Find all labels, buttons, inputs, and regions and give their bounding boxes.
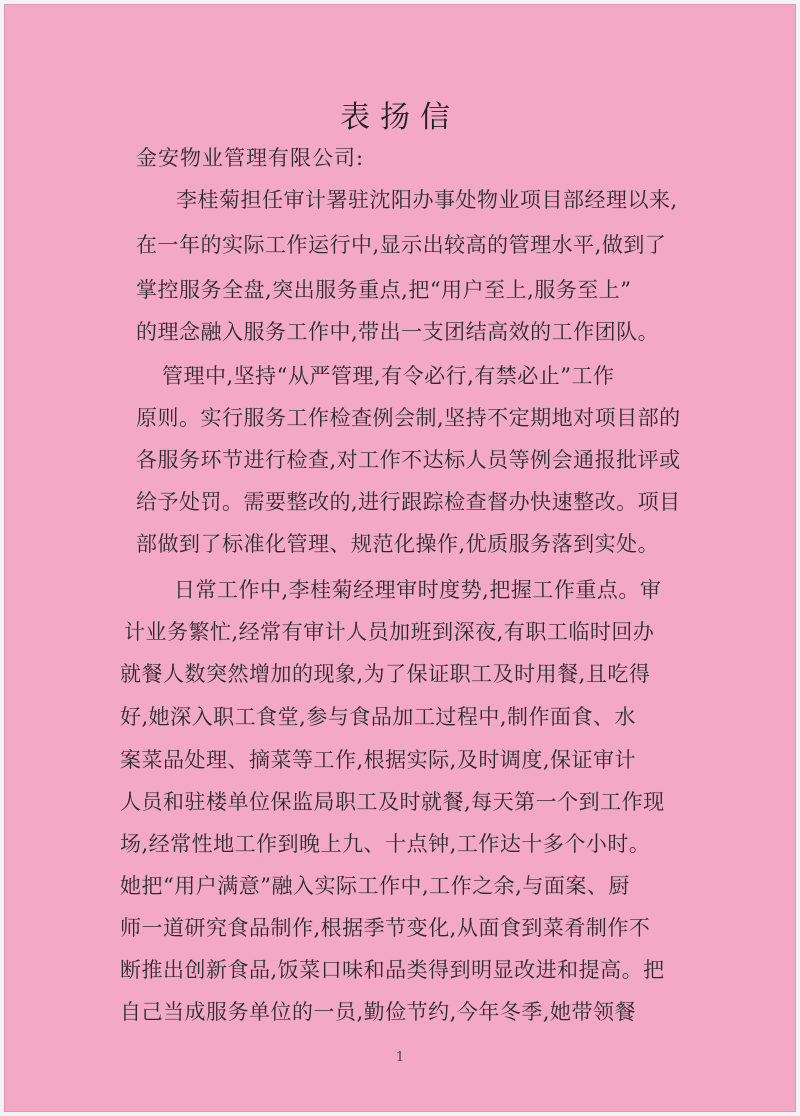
body-line-13: 好,她深入职工食堂,参与食品加工过程中,制作面食、水 (120, 705, 637, 729)
salutation: 金安物业管理有限公司: (136, 146, 365, 170)
letter-title: 表扬信 (340, 100, 460, 135)
body-line-12: 就餐人数突然增加的现象,为了保证职工及时用餐,且吃得 (120, 662, 651, 686)
body-line-17: 她把“用户满意”融入实际工作中,工作之余,与面案、厨 (120, 874, 630, 898)
letter-paper (4, 4, 796, 1112)
body-line-20: 自己当成服务单位的一员,勤俭节约,今年冬季,她带领餐 (120, 1000, 637, 1024)
body-line-16: 场,经常性地工作到晚上九、十点钟,工作达十多个小时。 (120, 832, 651, 856)
body-line-18: 师一道研究食品制作,根据季节变化,从面食到菜肴制作不 (120, 916, 651, 940)
page-number: 1 (395, 1050, 405, 1065)
body-line-9: 部做到了标准化管理、规范化操作,优质服务落到实处。 (136, 532, 660, 556)
body-line-2: 在一年的实际工作运行中,显示出较高的管理水平,做到了 (136, 233, 667, 257)
body-line-14: 案菜品处理、摘菜等工作,根据实际,及时调度,保证审计 (120, 748, 637, 772)
body-line-7: 各服务环节进行检查,对工作不达标人员等例会通报批评或 (136, 448, 681, 472)
body-line-11: 计业务繁忙,经常有审计人员加班到深夜,有职工临时回办 (124, 620, 655, 644)
body-line-19: 断推出创新食品,饭菜口味和品类得到明显改进和提高。把 (120, 958, 665, 982)
letter-document (4, 4, 796, 1112)
body-line-6: 原则。实行服务工作检查例会制,坚持不定期地对项目部的 (136, 406, 681, 430)
body-line-3: 掌控服务全盘,突出服务重点,把“用户至上,服务至上” (136, 278, 632, 302)
body-line-15: 人员和驻楼单位保监局职工及时就餐,每天第一个到工作现 (120, 790, 665, 814)
body-line-1: 李桂菊担任审计署驻沈阳办事处物业项目部经理以来, (176, 188, 678, 212)
body-line-10: 日常工作中,李桂菊经理审时度势,把握工作重点。审 (174, 578, 662, 602)
body-line-5: 管理中,坚持“从严管理,有令必行,有禁必止”工作 (162, 364, 615, 388)
body-line-4: 的理念融入服务工作中,带出一支团结高效的工作团队。 (136, 320, 660, 344)
body-line-8: 给予处罚。需要整改的,进行跟踪检查督办快速整改。项目 (136, 490, 681, 514)
